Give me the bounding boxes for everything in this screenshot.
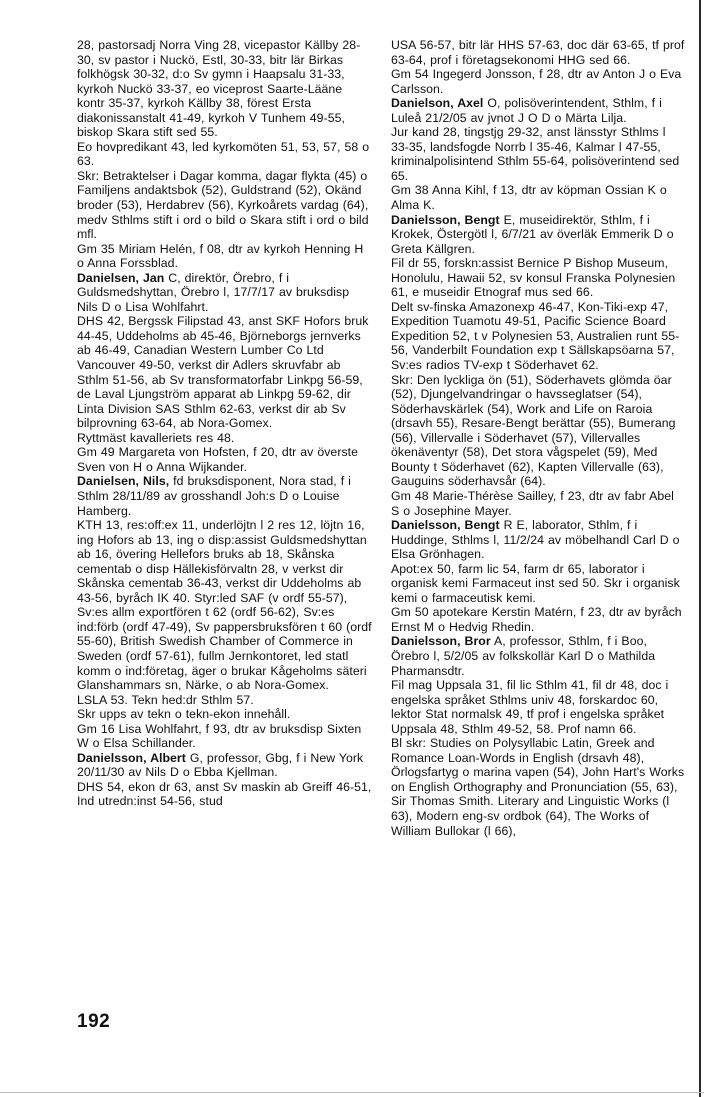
- biography-entry-start: [77, 751, 373, 780]
- biography-paragraph: [391, 562, 685, 606]
- biography-paragraph: [77, 314, 373, 430]
- entry-text: Gm 16 Lisa Wohlfahrt, f 93, dtr av bruksdisp Sixten W o Elsa Schillander.: [77, 721, 362, 751]
- entry-text: Gm 35 Miriam Helén, f 08, dtr av kyrkoh Henning H o Anna Forssblad.: [77, 241, 364, 271]
- biography-paragraph: [77, 169, 373, 242]
- biography-entry-start: [391, 213, 685, 257]
- biography-paragraph: [77, 431, 373, 446]
- entry-name-heading: Danielsson, Bengt: [391, 518, 500, 533]
- biography-entry-start: [391, 634, 685, 678]
- entry-text: Gm 54 Ingegerd Jonsson, f 28, dtr av Anton J o Eva Carlsson.: [391, 67, 682, 96]
- entry-text: Jur kand 28, tingstjg 29-32, anst länsstyr Sthlms l 33-35, landsfogde Norrb l 35-46, Kalmar l 47-55, kriminalpolisintend Sthlm 55-64, polisöverintend sed 65.: [391, 125, 680, 183]
- entry-name-heading: Danielsen, Nils,: [77, 474, 170, 489]
- biography-paragraph: [77, 693, 373, 708]
- entry-text: Apot:ex 50, farm lic 54, farm dr 65, laborator i organisk kemi Farmaceut inst sed 50. Skr i organisk kemi o farmaceutisk kemi.: [391, 561, 680, 605]
- entry-text: fd bruksdisponent, Nora stad, f i Sthlm 28/11/89 av grosshandl Joh:s D o Louise Hamberg.: [77, 474, 351, 518]
- biography-entry-start: [77, 271, 373, 315]
- entry-name-heading: Danielsson, Bror: [391, 634, 491, 649]
- biography-paragraph: [77, 707, 373, 722]
- entry-text: O, polisöverintendent, Sthlm, f i Luleå 21/2/05 av jvnot J O D o Märta Lilja.: [391, 96, 662, 125]
- entry-text: A, professor, Sthlm, f i Boo, Örebro l, 5/2/05 av folkskollär Karl D o Mathilda Pharmansdtr.: [391, 634, 656, 678]
- biography-paragraph: [77, 445, 373, 474]
- entry-name-heading: Danielson, Axel: [391, 96, 484, 111]
- biography-paragraph: [391, 67, 685, 96]
- right-column: [391, 38, 685, 838]
- biography-entry-start: [77, 474, 373, 518]
- page-number: 192: [77, 1011, 111, 1032]
- entry-name-heading: Danielsen, Jan: [77, 270, 165, 285]
- biography-paragraph: [391, 38, 685, 67]
- entry-text: Skr: Betraktelser i Dagar komma, dagar flykta (45) o Familjens andaktsbok (52), Guldstrand (52), Okänd broder (53), Herdabrev (56), Kyrkoårets vardag (64), medv Sthlms stift i ord o bild o Skara stift i ord o bild mfl.: [77, 168, 369, 242]
- entry-text: KTH 13, res:off:ex 11, underlöjtn l 2 res 12, löjtn 16, ing Hofors ab 13, ing o disp:assist Guldsmedshyttan ab 16, övering Hellefors bruks ab 18, Skånska cementab o disp Hällekisförvaltn 28, v verkst dir Skånska cementab 36-43, verkst dir Uddeholms ab 43-56, byråch IK 40. Styr:led SAF (v ordf 55-57), Sv:es allm exportfören t 62 (ordf 56-62), Sv:es ind:förb (ordf 47-49), Sv pappersbruksfören t 60 (ordf 55-60), British Swedish Chamber of Commerce in Sweden (ordf 57-61), fullm Jernkontoret, led statl komm o ind:företag, äger o brukar Kågeholms säteri Glanshammars sn, Närke, o ab Nora-Gomex.: [77, 518, 372, 693]
- left-column: [77, 38, 373, 809]
- entry-text: Ryttmäst kavalleriets res 48.: [77, 430, 235, 445]
- biography-paragraph: [391, 736, 685, 838]
- biography-paragraph: [77, 780, 373, 809]
- entry-text: R E, laborator, Sthlm, f i Huddinge, Sthlms l, 11/2/24 av möbelhandl Carl D o Elsa Grönhagen.: [391, 518, 680, 562]
- entry-text: Eo hovpredikant 43, led kyrkomöten 51, 53, 57, 58 o 63.: [77, 139, 370, 169]
- page-edge: [699, 0, 701, 1097]
- entry-text: LSLA 53. Tekn hed:dr Sthlm 57.: [77, 692, 254, 707]
- biography-paragraph: [77, 140, 373, 169]
- entry-text: Delt sv-finska Amazonexp 46-47, Kon-Tiki-exp 47, Expedition Tuamotu 49-51, Pacific Science Board Expedition 52, t v Polynesien 53, Australien runt 55-56, Vanderbilt Foundation exp t Sällskapsöarna 57, Sv:es radios TV-exp t Söderhavet 62.: [391, 299, 680, 373]
- biography-paragraph: [391, 678, 685, 736]
- entry-text: USA 56-57, bitr lär HHS 57-63, doc där 63-65, tf prof 63-64, prof i företagsekonomi HHG sed 66.: [391, 38, 685, 67]
- biography-entry-start: [391, 518, 685, 562]
- page-bottom-line: [0, 1092, 704, 1093]
- entry-text: Gm 38 Anna Kihl, f 13, dtr av köpman Ossian K o Alma K.: [391, 183, 667, 213]
- biography-paragraph: [391, 605, 685, 634]
- biography-paragraph: [391, 489, 685, 518]
- biography-paragraph: [391, 300, 685, 373]
- biography-paragraph: [77, 518, 373, 693]
- entry-text: Skr upps av tekn o tekn-ekon innehåll.: [77, 707, 291, 722]
- entry-text: Gm 50 apotekare Kerstin Matérn, f 23, dtr av byråch Ernst M o Hedvig Rhedin.: [391, 605, 682, 634]
- biography-paragraph: [391, 373, 685, 489]
- entry-text: Skr: Den lyckliga ön (51), Söderhavets glömda öar (52), Djungelvandringar o havsseglatser (54), Söderhavskärlek (54), Work and Life on Raroia (drsavh 55), Resare-Bengt berättar (55), Bumerang (56), Villervalle i Söderhavet (57), Villervalles ökenäventyr (58), Det stora vågspelet (59), Med Bounty t Söderhavet (62), Kapten Villervalle (63), Gauguins söderhavsår (64).: [391, 372, 676, 489]
- entry-text: Gm 48 Marie-Thérèse Sailley, f 23, dtr av fabr Abel S o Josephine Mayer.: [391, 488, 674, 518]
- entry-text: DHS 54, ekon dr 63, anst Sv maskin ab Greiff 46-51, Ind utredn:inst 54-56, stud: [77, 779, 372, 809]
- entry-text: Bl skr: Studies on Polysyllabic Latin, Greek and Romance Loan-Words in English (drsavh 48), Örlogsfartyg o marina vapen (54), John Hart's Works on English Orthography and Pronunciation (55, 63), Sir Thomas Smith. Literary and Linguistic Works (l 63), Modern eng-sv ordbok (64), The Works of William Bullokar (l 66),: [391, 736, 685, 838]
- biography-paragraph: [77, 722, 373, 751]
- entry-text: Fil dr 55, forskn:assist Bernice P Bishop Museum, Honolulu, Hawaii 52, sv konsul Franska Polynesien 61, e museidir Etnograf mus sed 66.: [391, 256, 676, 300]
- entry-text: G, professor, Gbg, f i New York 20/11/30 av Nils D o Ebba Kjellman.: [77, 750, 364, 780]
- entry-text: Gm 49 Margareta von Hofsten, f 20, dtr av överste Sven von H o Anna Wijkander.: [77, 445, 359, 474]
- biography-entry-start: [391, 96, 685, 125]
- entry-name-heading: Danielsson, Albert: [77, 750, 186, 765]
- biography-paragraph: [77, 242, 373, 271]
- biography-paragraph: [391, 125, 685, 183]
- entry-name-heading: Danielsson, Bengt: [391, 212, 500, 227]
- entry-text: E, museidirektör, Sthlm, f i Krokek, Östergötl l, 6/7/21 av överläk Emmerik D o Greta Källgren.: [391, 212, 674, 256]
- entry-text: DHS 42, Bergssk Filipstad 43, anst SKF Hofors bruk 44-45, Uddeholms ab 45-46, Björneborgs jernverks ab 46-49, Canadian Western Lumber Co Ltd Vancouver 49-50, verkst dir Adlers skruvfabr ab Sthlm 51-56, ab Sv transformatorfabr Linkpg 56-59, de Laval Ljungström apparat ab Linkpg 59-62, dir Linta Division SAS Sthlm 62-63, verkst dir ab Sv bilprovning 63-64, ab Nora-Gomex.: [77, 314, 369, 431]
- entry-text: C, direktör, Örebro, f i Guldsmedshyttan, Örebro l, 17/7/17 av bruksdisp Nils D o Lisa Wohlfahrt.: [77, 270, 350, 314]
- entry-text: Fil mag Uppsala 31, fil lic Sthlm 41, fil dr 48, doc i engelska språket Sthlms univ 48, forskardoc 60, lektor Stat normalsk 49, tf prof i engelska språket Uppsala 48, Sthlm 49-52, 58. Prof namn 66.: [391, 678, 669, 736]
- biography-paragraph: [391, 256, 685, 300]
- biography-paragraph: [391, 183, 685, 212]
- biography-paragraph: [77, 38, 373, 140]
- entry-text: 28, pastorsadj Norra Ving 28, vicepastor Källby 28-30, sv pastor i Nuckö, Estl, 30-33, bitr lär Birkas folkhögsk 30-32, d:o Sv gymn i Haapsalu 31-33, kyrkoh Nuckö 33-37, eo viceprost Saarte-Lääne kontr 35-37, kyrkoh Källby 38, förest Ersta diakonissanstalt 41-49, kyrkoh V Tunhem 49-55, biskop Skara stift sed 55.: [77, 38, 361, 140]
